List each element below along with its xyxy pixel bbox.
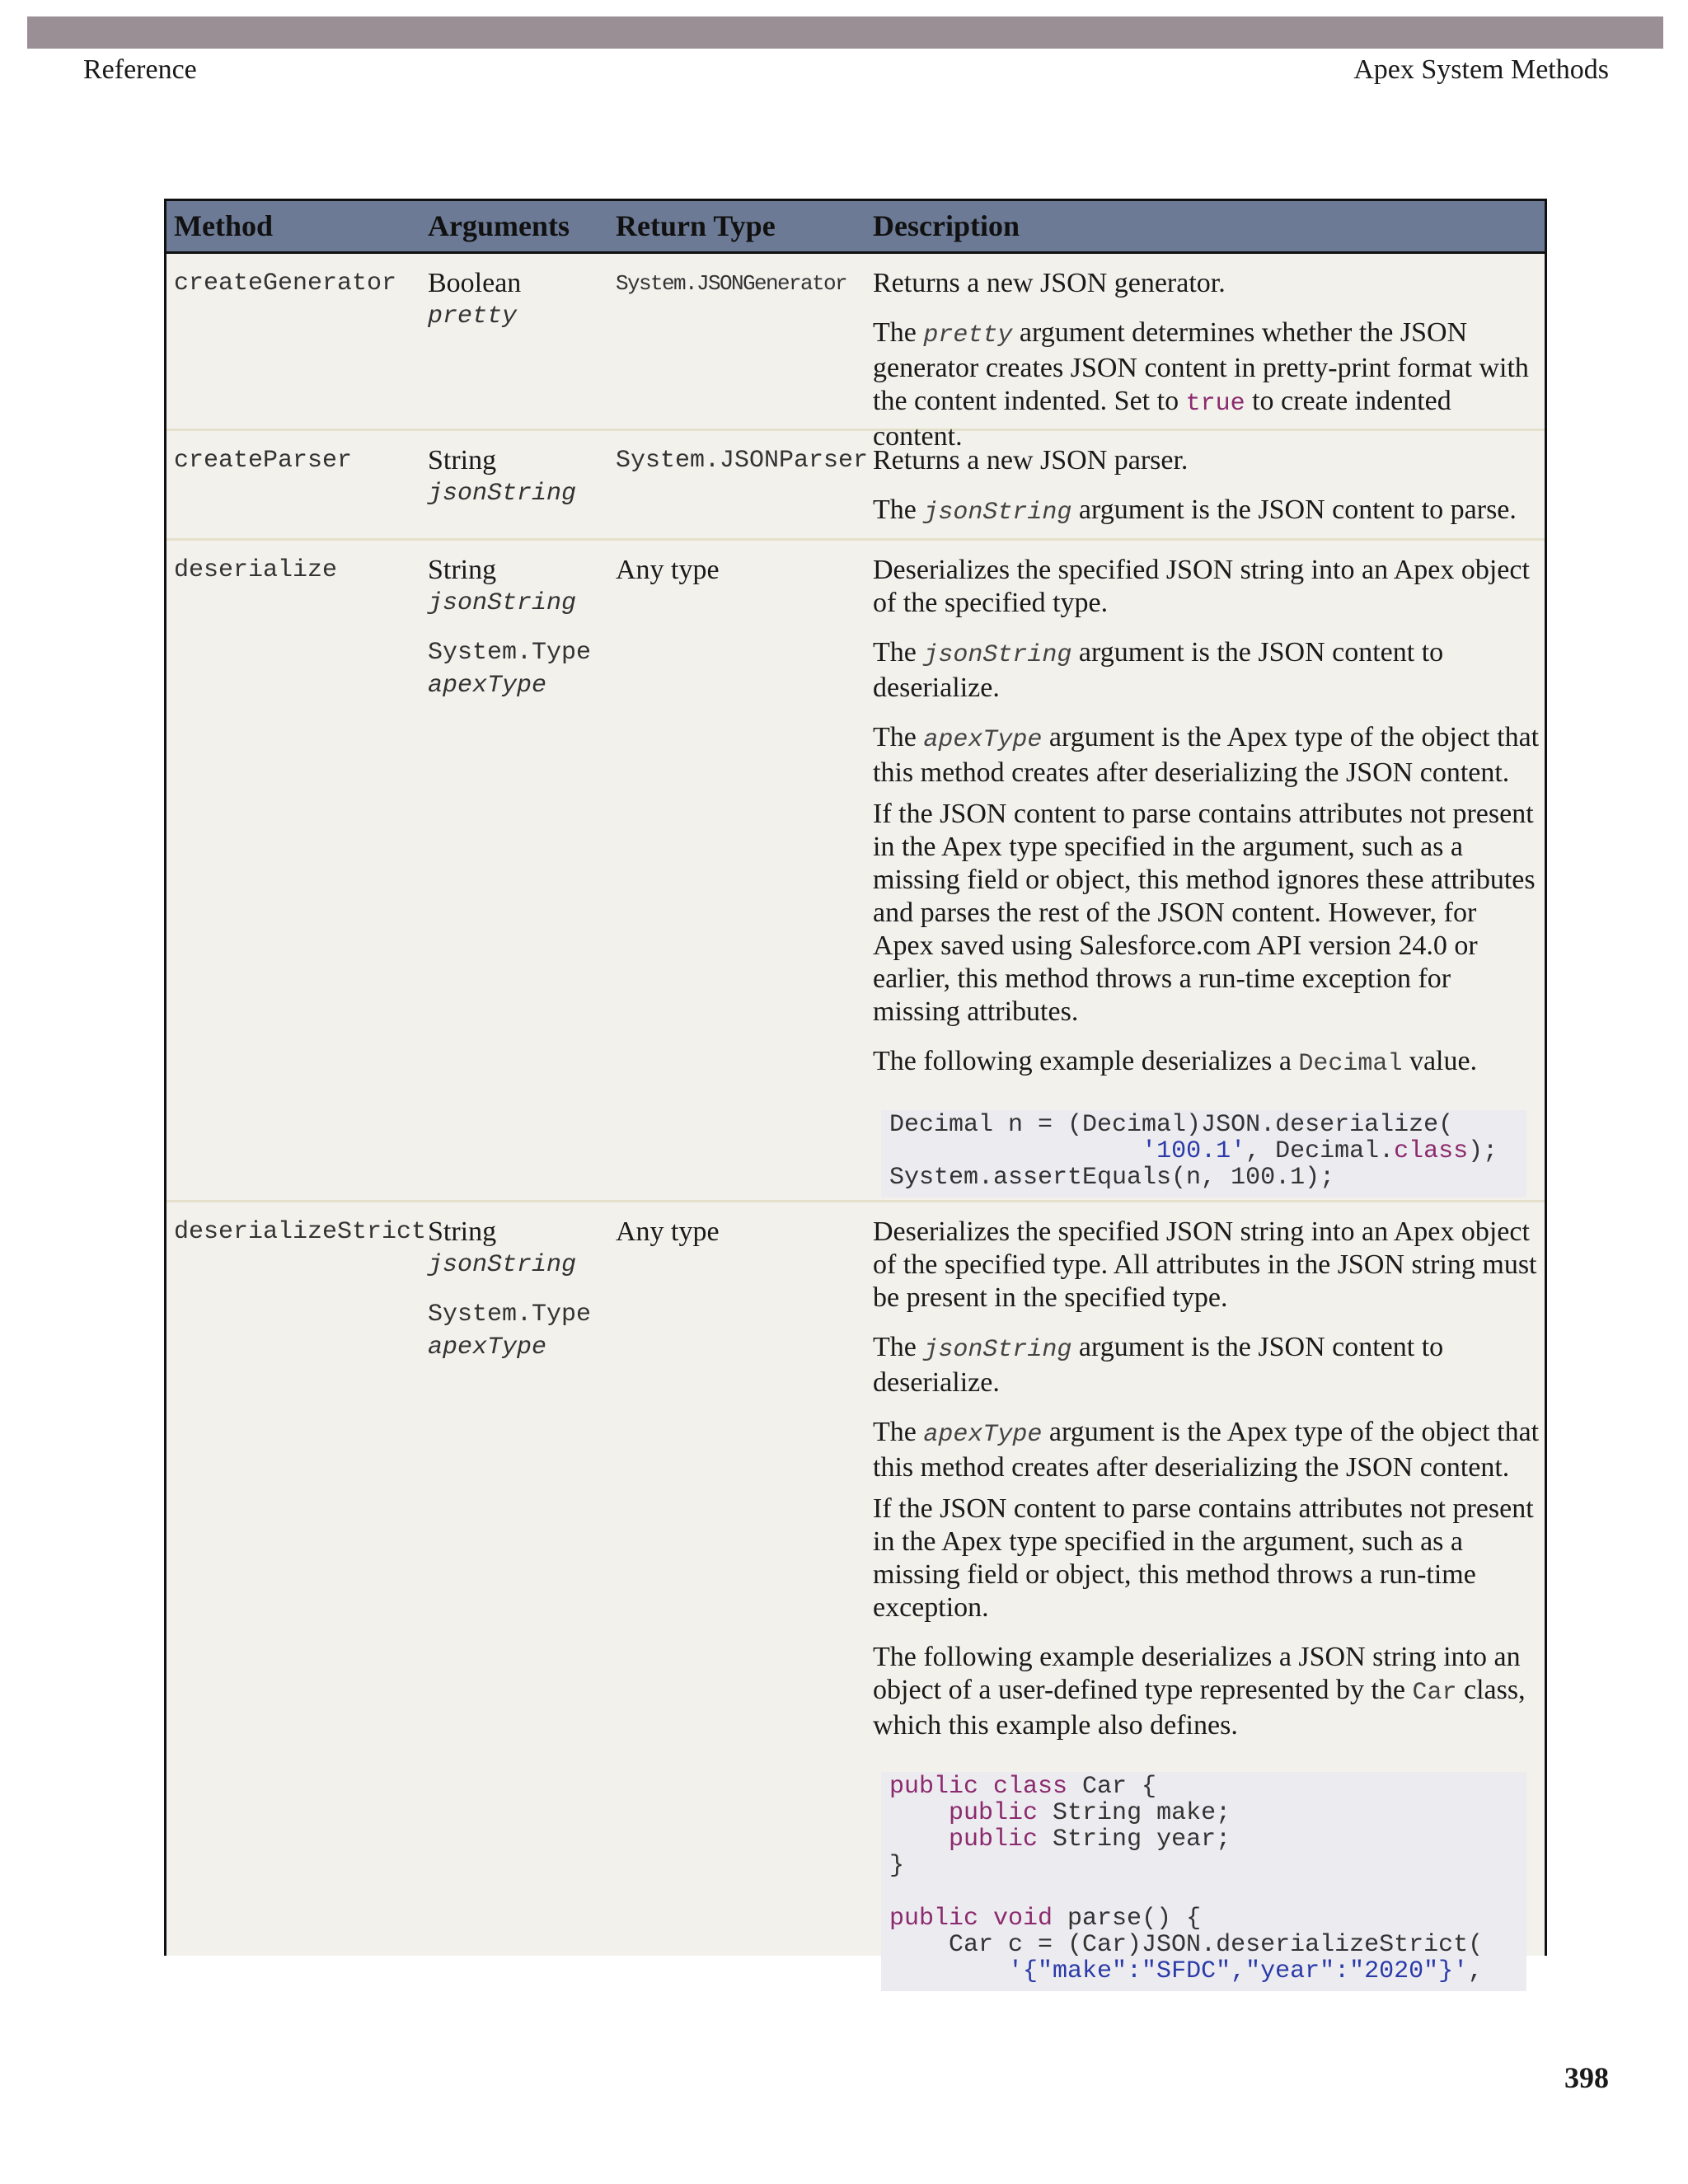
description-paragraph: The pretty argument determines whether the JSON generator creates JSON content in pretty-print format with the content indented. Set to true to create indented content.	[873, 317, 1529, 452]
table-row	[166, 541, 1545, 1202]
argument-type: String	[428, 445, 497, 476]
description-paragraph: If the JSON content to parse contains attributes not present in the Apex type specified in the argument, such as a missing field or object, this method throws a run-time exception.	[873, 1493, 1534, 1623]
column-header-return-type: Return Type	[616, 209, 776, 242]
method-description	[865, 431, 1545, 538]
column-header-description: Description	[873, 209, 1020, 242]
header-bar	[27, 16, 1663, 49]
inline-code: pretty	[923, 321, 1013, 349]
method-description	[865, 541, 1545, 1200]
code-keyword: public class	[889, 1773, 1068, 1801]
inline-code: true	[1185, 390, 1245, 418]
method-description	[865, 254, 1545, 452]
column-header-method: Method	[174, 209, 273, 242]
description-paragraph: Returns a new JSON parser.	[873, 445, 1189, 476]
return-type: System.JSONParser	[616, 447, 869, 475]
argument-name: pretty	[428, 302, 518, 330]
description-paragraph: The apexType argument is the Apex type of the object that this method creates after deserializing the JSON content.	[873, 722, 1540, 788]
description-paragraph: The jsonString argument is the JSON content to parse.	[873, 494, 1517, 527]
description-paragraph: The jsonString argument is the JSON content to deserialize.	[873, 1332, 1444, 1398]
code-string-literal: '100.1'	[1142, 1137, 1246, 1165]
argument-type: System.Type	[428, 639, 592, 667]
methods-table	[164, 199, 1547, 1985]
method-name: deserialize	[174, 556, 338, 584]
description-paragraph: The apexType argument is the Apex type of the object that this method creates after deserializing the JSON content.	[873, 1417, 1540, 1483]
code-line: }	[889, 1852, 905, 1880]
argument-type: System.Type	[428, 1301, 592, 1329]
table-row	[166, 431, 1545, 541]
inline-code: jsonString	[923, 499, 1072, 527]
argument	[428, 554, 603, 620]
column-header-arguments: Arguments	[428, 209, 570, 242]
return-type: Any type	[616, 1216, 720, 1247]
return-type: System.JSONGenerator	[616, 271, 847, 296]
code-sample: Decimal n = (Decimal)JSON.deserialize( '100.1', Decimal.class); System.assertEquals(n, 100.1);	[881, 1110, 1526, 1197]
inline-code: apexType	[923, 1421, 1043, 1449]
description-paragraph: If the JSON content to parse contains attributes not present in the Apex type specified in the argument, such as a missing field or object, this method ignores these attributes and parses the rest of the JSON content. However, for Apex saved using Salesforce.com API version 24.0 or earlier, this method throws a run-time exception for missing attributes.	[873, 799, 1536, 1027]
argument-type: Boolean	[428, 268, 522, 298]
argument	[428, 267, 603, 333]
method-name: createParser	[174, 447, 353, 475]
argument-name: apexType	[428, 672, 547, 700]
argument	[428, 1216, 603, 1282]
description-paragraph: Returns a new JSON generator.	[873, 268, 1226, 298]
argument-type: String	[428, 1216, 497, 1247]
table-header-row	[166, 201, 1545, 254]
code-line: System.assertEquals(n, 100.1);	[889, 1164, 1335, 1192]
argument	[428, 1298, 603, 1364]
header-chapter-title: Apex System Methods	[1353, 54, 1609, 85]
inline-code: Decimal	[1298, 1050, 1403, 1078]
description-paragraph: The jsonString argument is the JSON content to deserialize.	[873, 637, 1444, 703]
code-keyword: public	[949, 1799, 1039, 1827]
description-paragraph: Deserializes the specified JSON string into an Apex object of the specified type.	[873, 555, 1530, 618]
argument	[428, 444, 603, 510]
method-name: createGenerator	[174, 269, 397, 298]
inline-code: jsonString	[923, 1336, 1072, 1364]
code-keyword: public	[949, 1825, 1039, 1854]
description-paragraph: Deserializes the specified JSON string into an Apex object of the specified type. All attributes in the JSON string must be present in the specified type.	[873, 1216, 1537, 1313]
code-keyword: class	[1394, 1137, 1469, 1165]
return-type: Any type	[616, 555, 720, 585]
code-line: Decimal n = (Decimal)JSON.deserialize(	[889, 1111, 1454, 1139]
argument	[428, 636, 603, 702]
description-paragraph: The following example deserializes a JSON string into an object of a user-defined type represented by the Car class, which this example also defines.	[873, 1642, 1526, 1741]
argument-name: jsonString	[428, 1251, 577, 1279]
inline-code: Car	[1412, 1679, 1457, 1707]
table-row	[166, 254, 1545, 452]
argument-name: jsonString	[428, 480, 577, 508]
method-description	[865, 1202, 1545, 1985]
description-paragraph: The following example deserializes a Decimal value.	[873, 1046, 1478, 1078]
code-sample: public class Car { public String make; public String year; } public void parse() { Car c = (Car)JSON.deserializeStrict( '{"make":"SFDC","year":"2020"}',	[881, 1772, 1526, 1991]
code-string-literal: '{"make":"SFDC","year":"2020"}'	[1008, 1957, 1469, 1985]
table-row	[166, 1202, 1545, 1985]
inline-code: apexType	[923, 726, 1043, 754]
argument-name: apexType	[428, 1333, 547, 1361]
argument-name: jsonString	[428, 589, 577, 617]
page-number: 398	[1564, 2061, 1609, 2094]
argument-type: String	[428, 555, 497, 585]
header-section-label: Reference	[83, 54, 197, 85]
code-line: Car c = (Car)JSON.deserializeStrict(	[889, 1931, 1484, 1959]
code-keyword: public void	[889, 1905, 1053, 1933]
method-name: deserializeStrict	[174, 1218, 427, 1246]
inline-code: jsonString	[923, 641, 1072, 669]
